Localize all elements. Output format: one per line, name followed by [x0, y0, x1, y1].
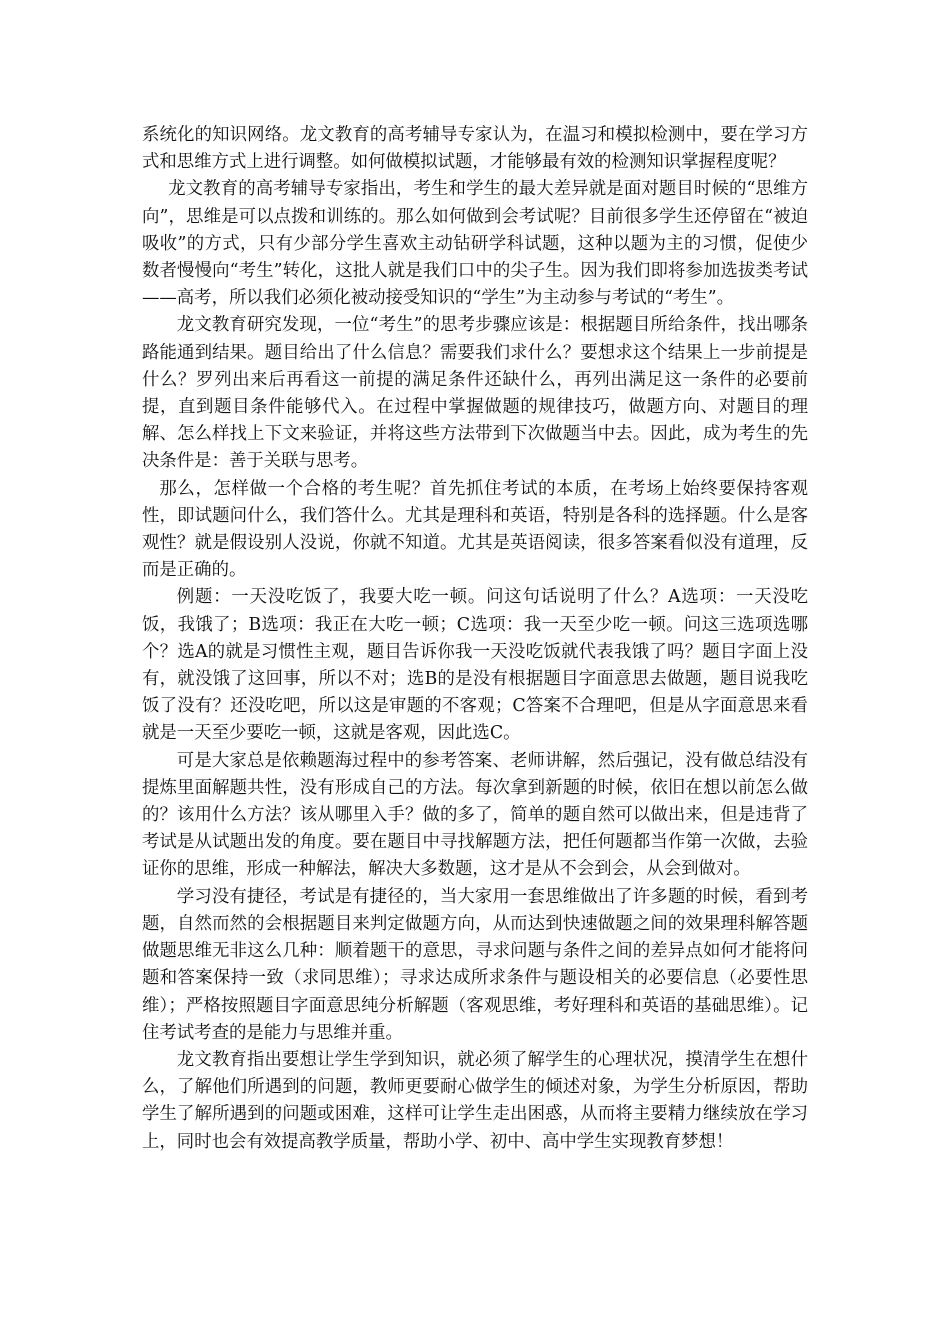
- paragraph-3: 龙文教育研究发现，一位“考生”的思考步骤应该是：根据题目所给条件，找出哪条路能通到结果。题目给出了什么信息？需要我们求什么？要想求这个结果上一步前提是什么？罗列出来后再看这一前提的满足条件还缺什么，再列出满足这一条件的必要前提，直到题目条件能够代入。在过程中掌握做题的规律技巧，做题方向、对题目的理解、怎么样找上下文来验证，并将这些方法带到下次做题当中去。因此，成为考生的先决条件是：善于关联与思考。: [142, 315, 808, 472]
- paragraph-7: 学习没有捷径，考试是有捷径的，当大家用一套思维做出了许多题的时候，看到考题，自然而然的会根据题目来判定做题方向，从而达到快速做题之间的效果理科解答题做题思维无非这么几种：顺着题干的意思，寻求问题与条件之间的差异点如何才能将问题和答案保持一致（求同思维）；寻求达成所求条件与题设相关的必要信息（必要性思维）；严格按照题目字面意思纯分析解题（客观思维，考好理科和英语的基础思维）。记住考试考查的是能力与思维并重。: [142, 886, 808, 1043]
- paragraph-4: 那么，怎样做一个合格的考生呢？首先抓住考试的本质，在考场上始终要保持客观性，即试题问什么，我们答什么。尤其是理科和英语，特别是各科的选择题。什么是客观性？就是假设别人没说，你就不知道。尤其是英语阅读，很多答案看似没有道理，反而是正确的。: [142, 478, 808, 581]
- paragraph-6: 可是大家总是依赖题海过程中的参考答案、老师讲解，然后强记，没有做总结没有提炼里面解题共性，没有形成自己的方法。每次拿到新题的时候，依旧在想以前怎么做的？该用什么方法？该从哪里入手？做的多了，简单的题自然可以做出来，但是违背了考试是从试题出发的角度。要在题目中寻找解题方法，把任何题都当作第一次做，去验证你的思维，形成一种解法，解决大多数题，这才是从不会到会，从会到做对。: [142, 750, 808, 880]
- paragraph-5: 例题：一天没吃饭了，我要大吃一顿。问这句话说明了什么？A选项：一天没吃饭，我饿了；B选项：我正在大吃一顿；C选项：我一天至少吃一顿。问这三选项选哪个？选A的就是习惯性主观，题目告诉你我一天没吃饭就代表我饿了吗？题目字面上没有，就没饿了这回事，所以不对；选B的是没有根据题目字面意思去做题，题目说我吃饭了没有？还没吃吧，所以这是审题的不客观；C答案不合理吧，但是从字面意思来看就是一天至少要吃一顿，这就是客观，因此选C。: [142, 587, 808, 744]
- paragraph-1: 系统化的知识网络。龙文教育的高考辅导专家认为，在温习和模拟检测中，要在学习方式和思维方式上进行调整。如何做模拟试题，才能够最有效的检测知识掌握程度呢？: [142, 125, 808, 173]
- document-page: [142, 122, 808, 1156]
- paragraph-2: 龙文教育的高考辅导专家指出，考生和学生的最大差异就是面对题目时候的“思维方向”，思维是可以点拨和训练的。那么如何做到会考试呢？目前很多学生还停留在“被迫吸收”的方式，只有少部分学生喜欢主动钻研学科试题，这种以题为主的习惯，促使少数者慢慢向“考生”转化，这批人就是我们口中的尖子生。因为我们即将参加选拔类考试——高考，所以我们必须化被动接受知识的“学生”为主动参与考试的“考生”。: [142, 179, 808, 309]
- paragraph-8: 龙文教育指出要想让学生学到知识，就必须了解学生的心理状况，摸清学生在想什么，了解他们所遇到的问题，教师更要耐心做学生的倾述对象，为学生分析原因，帮助学生了解所遇到的问题或困难，这样可让学生走出困惑，从而将主要精力继续放在学习上，同时也会有效提高教学质量，帮助小学、初中、高中学生实现教育梦想！: [142, 1049, 808, 1152]
